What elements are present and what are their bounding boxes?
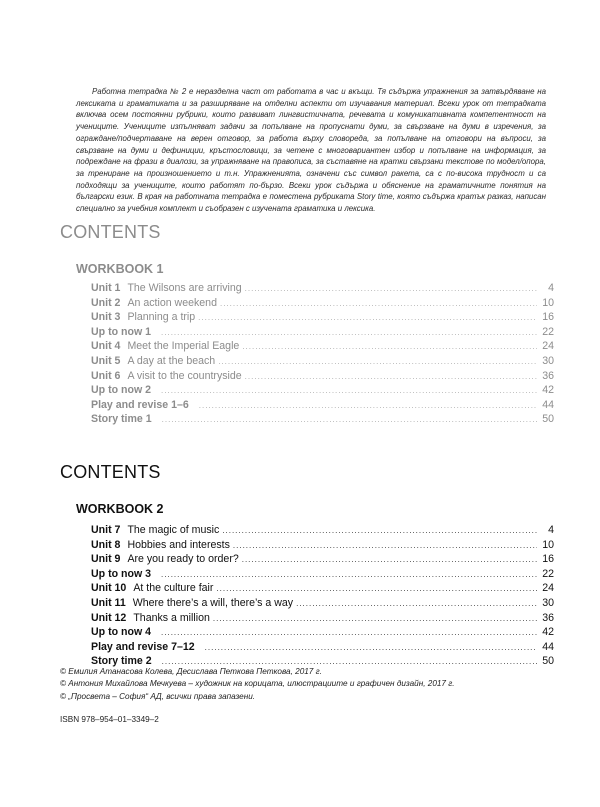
toc-page: 10: [542, 538, 554, 551]
toc-page: 44: [542, 398, 554, 411]
toc-page: 22: [542, 567, 554, 580]
toc-unit: Unit 10: [91, 582, 127, 595]
toc-entry[interactable]: [91, 355, 554, 370]
toc-unit: Up to now 2: [91, 384, 152, 397]
toc-unit: Unit 3: [91, 311, 121, 324]
toc-leader: [242, 555, 537, 564]
toc-unit: Unit 5: [91, 354, 121, 367]
toc-unit: Unit 11: [91, 596, 126, 609]
toc-unit: Unit 6: [91, 369, 121, 382]
toc-entry[interactable]: [91, 340, 554, 355]
toc-leader: [242, 342, 537, 351]
toc-title: The magic of music: [127, 524, 220, 536]
toc-entry[interactable]: [91, 612, 554, 627]
toc-entry[interactable]: [91, 370, 554, 385]
toc-title: Planning a trip: [127, 311, 196, 324]
toc-page: 36: [542, 611, 554, 624]
toc-leader: [161, 328, 537, 337]
toc-title: Are you ready to order?: [127, 553, 239, 566]
toc-title: Hobbies and interests: [127, 538, 230, 551]
isbn: ISBN 978–954–01–3349–2: [60, 715, 159, 724]
toc-unit: Play and revise 7–12: [91, 640, 195, 653]
toc-leader: [162, 657, 537, 666]
toc-title: Thanks a million: [133, 611, 210, 624]
contents-heading-2: CONTENTS: [60, 462, 161, 482]
toc-unit: Unit 8: [91, 538, 121, 551]
toc-entry[interactable]: [91, 311, 554, 326]
toc-unit: Unit 12: [91, 611, 127, 624]
toc-unit: Unit 2: [91, 296, 121, 309]
toc-leader: [205, 643, 537, 652]
toc-leader: [161, 570, 537, 579]
toc-title: Where there’s a will, there’s a way: [132, 596, 294, 609]
toc-page: 10: [542, 296, 554, 309]
toc-unit: Story time 1: [91, 413, 152, 426]
toc-leader: [199, 401, 537, 410]
toc-workbook-2: [91, 524, 554, 670]
toc-title: The Wilsons are arriving: [127, 282, 242, 294]
toc-page: 50: [542, 413, 554, 426]
toc-workbook-1: [91, 282, 554, 428]
toc-page: 4: [548, 282, 554, 294]
toc-leader: [296, 599, 537, 608]
copyright-line: © Антония Михайлова Мечкуева – художник на корицата, илюстрациите и графичен дизайн, 2017 г.: [60, 679, 455, 689]
toc-title: A day at the beach: [127, 354, 216, 367]
toc-entry[interactable]: [91, 282, 554, 297]
toc-title: Meet the Imperial Eagle: [127, 340, 240, 353]
toc-page: 16: [542, 311, 554, 324]
toc-page: 22: [542, 325, 554, 338]
toc-entry[interactable]: [91, 524, 554, 539]
intro-paragraph: Работна тетрадка № 2 е неразделна част от работата в час и вкъщи. Тя съдържа упражнения за затвърдяване на лексиката и граматиката и за разширяване на отделни аспекти от изучавания материал. Всеки урок от тетрадката включва осем постоянни рубрики, които развиват лингвистичната, речевата и комуникативната компетентност на учениците. Учениците изпълняват задачи за попълване на пропуснати думи, за свързване на думи в изречения, за ограждане/подчертаване на верен отговор, за работа върху словореда, за попълване на отговори на въпроси, за свързване на думи и дефиниции, кръстословици, за четене с многовариантен избор и попълване на информация, за подреждане на фрази в диалози, за упражняване на правописа, за съставяне на кратки свързани текстове по модел/опора, за трениране на произношението и т.н. Упражненията, означени със символ ракета, са с по-висока трудност и са подходящи за учениците, които работят по-бързо. Всеки урок съдържа и обяснение на граматичните понятия на български език. В края на работната тетрадка е поместена рубриката Story time, която съдържа кратък разказ, написан специално за учебния комплект и съобразен с изучената граматика и лексика.: [76, 87, 546, 214]
toc-entry[interactable]: [91, 326, 554, 341]
toc-page: 30: [542, 354, 554, 367]
toc-unit: Story time 2: [91, 655, 152, 668]
toc-unit: Unit 9: [91, 553, 121, 566]
toc-unit: Up to now 4: [91, 626, 152, 639]
toc-leader: [220, 299, 537, 308]
toc-leader: [216, 584, 537, 593]
toc-page: 16: [542, 553, 554, 566]
toc-entry[interactable]: [91, 384, 554, 399]
toc-entry[interactable]: [91, 297, 554, 312]
toc-leader: [218, 357, 537, 366]
toc-title: An action weekend: [127, 296, 217, 309]
toc-leader: [222, 526, 537, 535]
copyright-line: © Емилия Атанасова Колева, Десислава Петкова Петкова, 2017 г.: [60, 667, 322, 676]
toc-entry[interactable]: [91, 582, 554, 597]
toc-entry[interactable]: [91, 626, 554, 641]
toc-title: At the culture fair: [133, 582, 214, 595]
contents-heading-1: CONTENTS: [60, 222, 161, 242]
toc-unit: Up to now 1: [91, 325, 152, 338]
toc-page: 24: [542, 340, 554, 353]
toc-leader: [245, 284, 537, 293]
toc-unit: Unit 4: [91, 340, 121, 353]
toc-title: A visit to the countryside: [127, 369, 242, 382]
toc-leader: [161, 386, 537, 395]
toc-unit: Up to now 3: [91, 567, 152, 580]
toc-leader: [245, 372, 537, 381]
toc-unit: Unit 1: [91, 282, 121, 294]
toc-page: 44: [542, 640, 554, 653]
toc-entry[interactable]: [91, 553, 554, 568]
toc-entry[interactable]: [91, 399, 554, 414]
copyright-line: © „Просвета – София“ АД, всички права запазени.: [60, 691, 256, 701]
toc-entry[interactable]: [91, 413, 554, 428]
toc-leader: [161, 628, 537, 637]
toc-leader: [162, 415, 537, 424]
workbook-1-title: WORKBOOK 1: [76, 262, 164, 276]
toc-leader: [233, 541, 537, 550]
toc-unit: Unit 7: [91, 524, 121, 536]
toc-page: 36: [542, 369, 554, 382]
toc-leader: [213, 614, 537, 623]
toc-entry[interactable]: [91, 539, 554, 554]
toc-page: 24: [542, 582, 554, 595]
toc-page: 50: [542, 655, 554, 668]
toc-entry[interactable]: [91, 641, 554, 656]
toc-entry[interactable]: [91, 568, 554, 583]
toc-leader: [198, 313, 537, 322]
toc-page: 42: [542, 384, 554, 397]
toc-unit: Play and revise 1–6: [91, 398, 189, 411]
workbook-2-title: WORKBOOK 2: [76, 502, 164, 516]
toc-page: 30: [542, 596, 554, 609]
toc-entry[interactable]: [91, 597, 554, 612]
copyright-block: [60, 666, 455, 703]
toc-page: 4: [548, 524, 554, 536]
toc-page: 42: [542, 626, 554, 639]
